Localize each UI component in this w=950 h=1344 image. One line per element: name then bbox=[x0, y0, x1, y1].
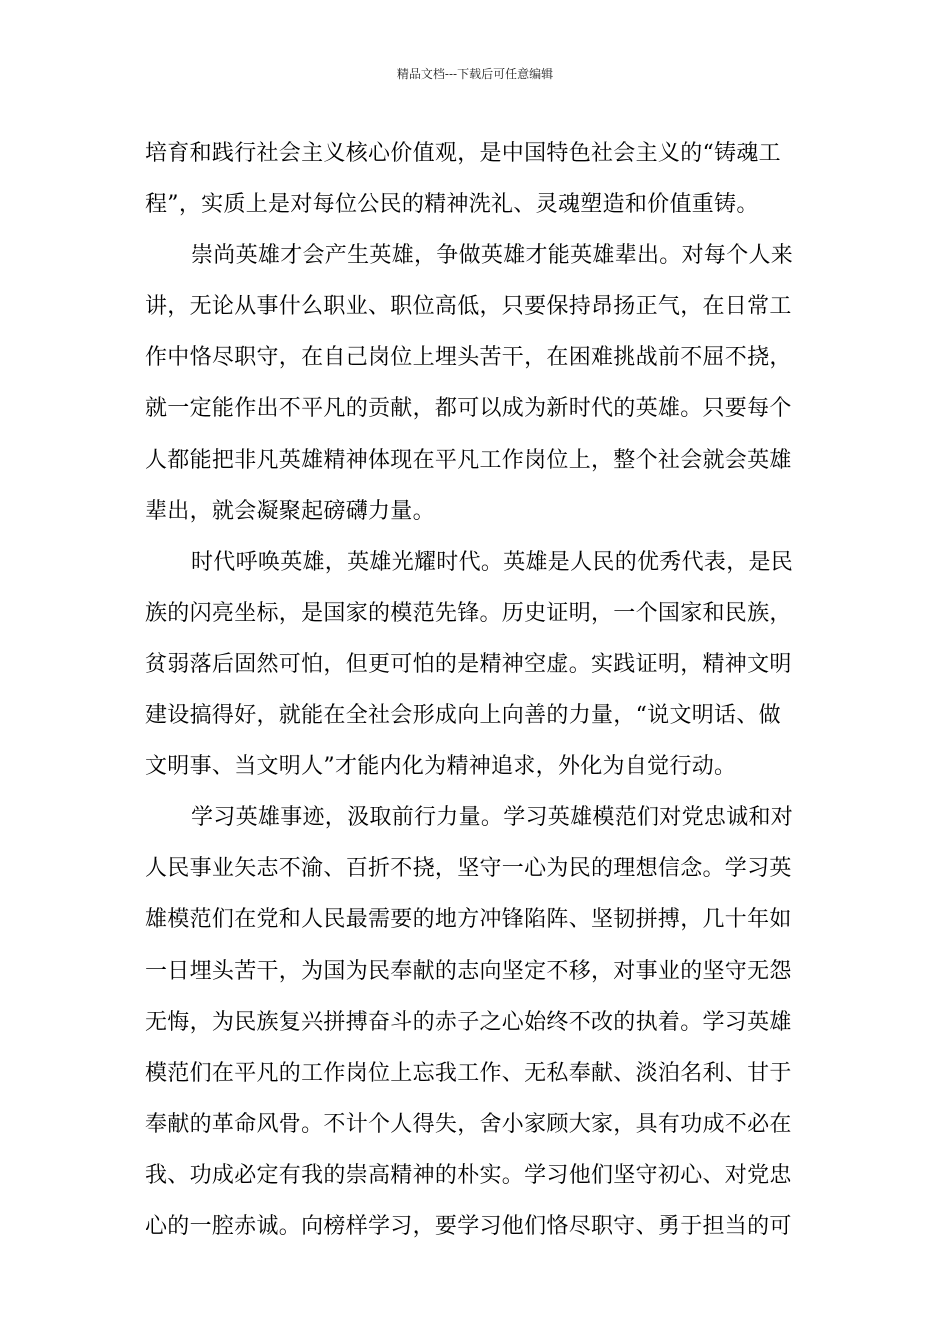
text-line: 族的闪亮坐标，是国家的模范先锋。历史证明，一个国家和民族， bbox=[145, 600, 792, 626]
text-line: 心的一腔赤诚。向榜样学习，要学习他们恪尽职守、勇于担当的可 bbox=[145, 1213, 792, 1239]
text-line: 模范们在平凡的工作岗位上忘我工作、无私奉献、淡泊名利、甘于 bbox=[145, 1060, 792, 1086]
text-line: 奉献的革命风骨。不计个人得失，舍小家顾大家，具有功成不必在 bbox=[145, 1111, 792, 1137]
text-line: 辈出，就会凝聚起磅礴力量。 bbox=[145, 498, 435, 524]
text-line: 文明事、当文明人”才能内化为精神追求，外化为自觉行动。 bbox=[145, 754, 737, 780]
text-line: 我、功成必定有我的崇高精神的朴实。学习他们坚守初心、对党忠 bbox=[145, 1162, 792, 1188]
text-line: 时代呼唤英雄，英雄光耀时代。英雄是人民的优秀代表，是民 bbox=[191, 549, 794, 575]
text-line: 雄模范们在党和人民最需要的地方冲锋陷阵、坚韧拼搏，几十年如 bbox=[145, 907, 792, 933]
text-line: 建设搞得好，就能在全社会形成向上向善的力量，“说文明话、做 bbox=[145, 703, 781, 729]
paragraph-2 bbox=[145, 230, 810, 537]
text-line: 作中恪尽职守，在自己岗位上埋头苦干，在困难挑战前不屈不挠， bbox=[145, 345, 792, 371]
text-line: 人都能把非凡英雄精神体现在平凡工作岗位上，整个社会就会英雄 bbox=[145, 447, 792, 473]
page-header: 精品文档---下载后可任意编辑 bbox=[396, 67, 554, 81]
document-body bbox=[145, 128, 810, 1252]
text-line: 讲，无论从事什么职业、职位高低，只要保持昂扬正气，在日常工 bbox=[145, 294, 792, 320]
text-line: 人民事业矢志不渝、百折不挠，坚守一心为民的理想信念。学习英 bbox=[145, 856, 792, 882]
paragraph-1 bbox=[145, 128, 810, 230]
paragraph-4 bbox=[145, 792, 810, 1252]
text-line: 无悔，为民族复兴拼搏奋斗的赤子之心始终不改的执着。学习英雄 bbox=[145, 1009, 792, 1035]
text-line: 就一定能作出不平凡的贡献，都可以成为新时代的英雄。只要每个 bbox=[145, 396, 792, 422]
text-line: 贫弱落后固然可怕，但更可怕的是精神空虚。实践证明，精神文明 bbox=[145, 651, 792, 677]
text-line: 学习英雄事迹，汲取前行力量。学习英雄模范们对党忠诚和对 bbox=[191, 805, 794, 831]
text-line: 培育和践行社会主义核心价值观，是中国特色社会主义的“铸魂工 bbox=[145, 141, 781, 166]
text-line: 一日埋头苦干，为国为民奉献的志向坚定不移，对事业的坚守无怨 bbox=[145, 958, 792, 984]
text-line: 程”，实质上是对每位公民的精神洗礼、灵魂塑造和价值重铸。 bbox=[145, 192, 759, 218]
text-line: 崇尚英雄才会产生英雄，争做英雄才能英雄辈出。对每个人来 bbox=[191, 243, 794, 269]
paragraph-3 bbox=[145, 537, 810, 792]
